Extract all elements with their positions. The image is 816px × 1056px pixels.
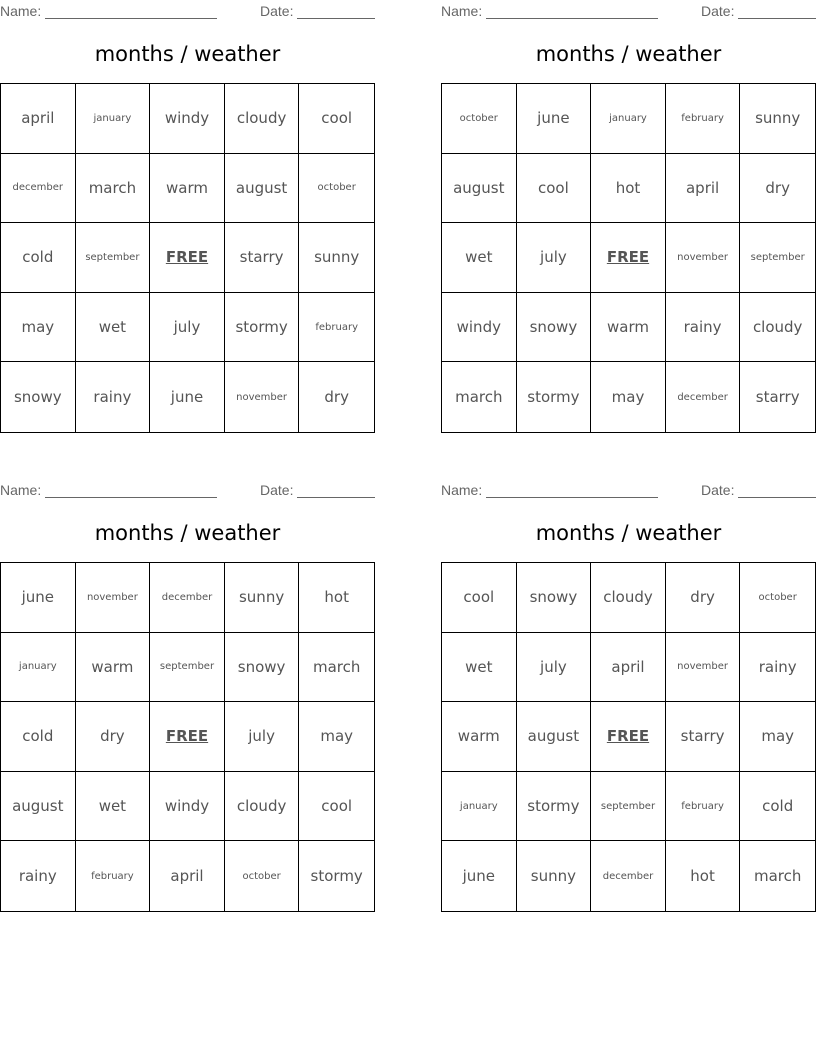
bingo-cell: november (76, 563, 151, 633)
bingo-cell: march (442, 362, 517, 432)
bingo-grid (0, 562, 375, 912)
date-label: Date: (701, 482, 735, 498)
bingo-cell: dry (324, 388, 349, 407)
bingo-cell: february (666, 84, 741, 154)
bingo-cell: april (591, 633, 666, 703)
date-label: Date: (260, 3, 294, 19)
card-header (441, 3, 816, 19)
bingo-cell: warm (442, 702, 517, 772)
bingo-cell: january (442, 772, 517, 842)
date-label: Date: (260, 482, 294, 498)
bingo-cell: stormy (225, 293, 300, 363)
bingo-cell: dry (76, 702, 151, 772)
bingo-cell: december (666, 362, 741, 432)
date-label: Date: (701, 3, 735, 19)
bingo-cell: stormy (310, 867, 363, 886)
bingo-cell: wet (76, 293, 151, 363)
bingo-cell: may (591, 362, 666, 432)
bingo-cell: july (150, 293, 225, 363)
bingo-cell: cloudy (225, 772, 300, 842)
bingo-cell: cold (1, 223, 76, 293)
date-line (297, 18, 375, 19)
bingo-cell: snowy (517, 293, 592, 363)
bingo-cell: snowy (225, 633, 300, 703)
bingo-cell: windy (442, 293, 517, 363)
free-space: FREE (591, 702, 666, 772)
bingo-cell: warm (76, 633, 151, 703)
bingo-cell: june (442, 841, 517, 911)
bingo-cell: august (442, 154, 517, 224)
bingo-cell: december (591, 841, 666, 911)
bingo-cell: january (1, 633, 76, 703)
card-header (441, 482, 816, 498)
bingo-cell: december (150, 563, 225, 633)
bingo-cell: october (740, 563, 815, 633)
bingo-cell: cold (740, 772, 815, 842)
bingo-cell: wet (442, 633, 517, 703)
bingo-cell: june (1, 563, 76, 633)
name-label: Name: (0, 3, 42, 19)
bingo-cell: cloudy (740, 293, 815, 363)
bingo-cell: september (740, 223, 815, 293)
bingo-cell: september (76, 223, 151, 293)
bingo-cell: september (591, 772, 666, 842)
bingo-cell: warm (150, 154, 225, 224)
date-line (738, 497, 816, 498)
bingo-cell: rainy (76, 362, 151, 432)
name-label: Name: (441, 482, 483, 498)
bingo-cell: february (299, 293, 374, 363)
bingo-cell: june (517, 84, 592, 154)
bingo-cell: october (299, 154, 374, 224)
bingo-cell: may (1, 293, 76, 363)
bingo-cell: starry (225, 223, 300, 293)
bingo-cell: february (666, 772, 741, 842)
bingo-cell: dry (740, 154, 815, 224)
bingo-cell: may (299, 702, 374, 772)
bingo-cell: august (517, 702, 592, 772)
bingo-card (0, 0, 375, 433)
bingo-cell: october (442, 84, 517, 154)
bingo-cell: november (666, 633, 741, 703)
bingo-cell: april (150, 841, 225, 911)
name-label: Name: (0, 482, 42, 498)
bingo-cell: sunny (517, 841, 592, 911)
bingo-cell: september (150, 633, 225, 703)
bingo-cell: rainy (740, 633, 815, 703)
name-label: Name: (441, 3, 483, 19)
bingo-cell: windy (150, 772, 225, 842)
bingo-cell: april (666, 154, 741, 224)
bingo-cell: rainy (666, 293, 741, 363)
card-title: months / weather (94, 42, 281, 66)
bingo-cell: rainy (1, 841, 76, 911)
bingo-cell: october (225, 841, 300, 911)
bingo-cell: hot (591, 154, 666, 224)
bingo-cell: november (666, 223, 741, 293)
bingo-cell: sunny (299, 223, 374, 293)
bingo-grid (441, 562, 816, 912)
bingo-cell: cloudy (591, 563, 666, 633)
free-space: FREE (591, 223, 666, 293)
bingo-cell: stormy (517, 362, 592, 432)
date-line (297, 497, 375, 498)
bingo-cell: sunny (740, 84, 815, 154)
date-line (738, 18, 816, 19)
bingo-cell: march (753, 867, 802, 886)
bingo-cell: cold (1, 702, 76, 772)
name-line (45, 497, 217, 498)
bingo-cell: starry (666, 702, 741, 772)
free-space: FREE (150, 223, 225, 293)
bingo-card (441, 479, 816, 912)
name-line (486, 497, 658, 498)
bingo-cell: july (517, 633, 592, 703)
card-header (0, 3, 375, 19)
bingo-cell: hot (666, 841, 741, 911)
bingo-cell: january (591, 84, 666, 154)
bingo-card (441, 0, 816, 433)
name-line (45, 18, 217, 19)
bingo-cell: november (225, 362, 300, 432)
bingo-cell: january (76, 84, 151, 154)
bingo-cell: cool (299, 772, 374, 842)
card-title: months / weather (535, 521, 722, 545)
bingo-cell: sunny (225, 563, 300, 633)
card-header (0, 482, 375, 498)
bingo-cell: march (76, 154, 151, 224)
free-space: FREE (150, 702, 225, 772)
bingo-cell: snowy (1, 362, 76, 432)
bingo-cell: windy (150, 84, 225, 154)
card-title: months / weather (94, 521, 281, 545)
bingo-cell: cloudy (225, 84, 300, 154)
bingo-cell: cool (299, 84, 374, 154)
bingo-grid (0, 83, 375, 433)
bingo-cell: hot (299, 563, 374, 633)
bingo-cell: snowy (517, 563, 592, 633)
bingo-cell: wet (442, 223, 517, 293)
bingo-cell: july (517, 223, 592, 293)
bingo-cell: starry (755, 388, 800, 407)
name-line (486, 18, 658, 19)
bingo-cell: may (740, 702, 815, 772)
bingo-cell: june (150, 362, 225, 432)
bingo-cell: wet (76, 772, 151, 842)
bingo-cell: august (1, 772, 76, 842)
bingo-cell: warm (591, 293, 666, 363)
card-title: months / weather (535, 42, 722, 66)
bingo-cell: february (76, 841, 151, 911)
bingo-cell: july (225, 702, 300, 772)
bingo-cell: april (1, 84, 76, 154)
bingo-cell: december (1, 154, 76, 224)
bingo-cell: march (299, 633, 374, 703)
bingo-card (0, 479, 375, 912)
bingo-grid (441, 83, 816, 433)
bingo-cell: cool (442, 563, 517, 633)
bingo-cell: dry (666, 563, 741, 633)
bingo-cell: stormy (517, 772, 592, 842)
bingo-cell: cool (517, 154, 592, 224)
bingo-cell: august (225, 154, 300, 224)
